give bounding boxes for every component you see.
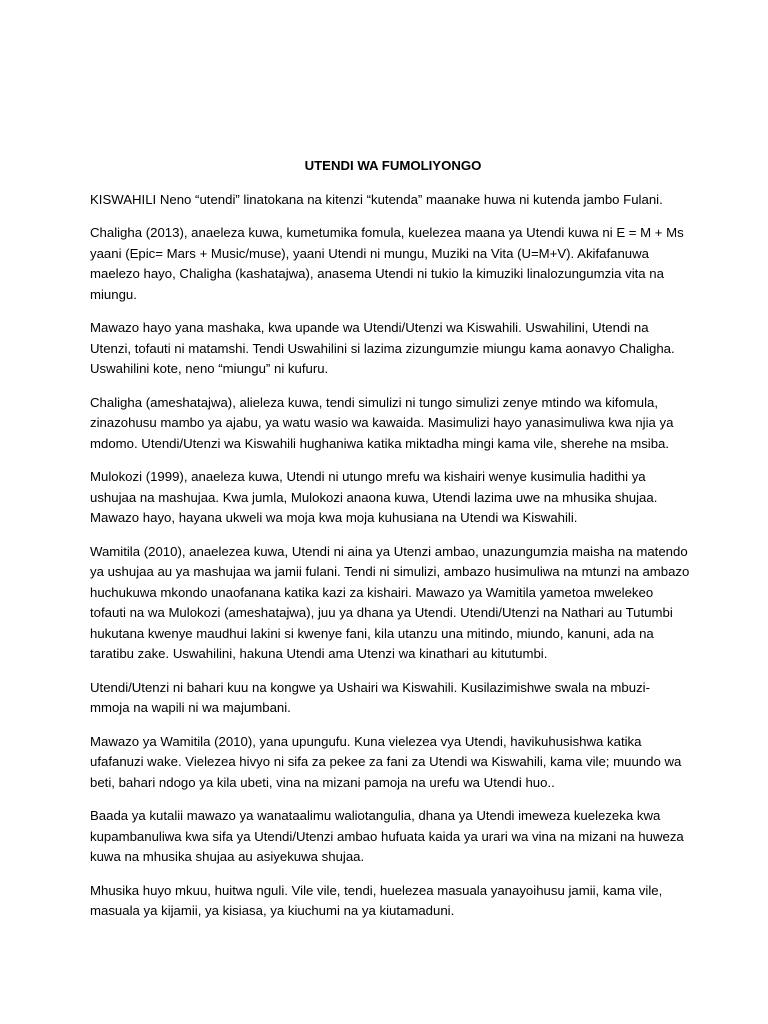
document-title: UTENDI WA FUMOLIYONGO	[304, 158, 482, 173]
paragraph-7: Utendi/Utenzi ni bahari kuu na kongwe ya Ushairi wa Kiswahili. Kusilazimishwe swala na mbuzi- mmoja na wapili ni wa majumbani.	[90, 679, 650, 715]
paragraph-8: Mawazo ya Wamitila (2010), yana upungufu. Kuna vielezea vya Utendi, havikuhusishwa katika ufafanuzi wake. Vielezea hivyo ni sifa za pekee za fani za Utendi wa Kiswahili, kama vile; muundo wa beti, bahari ndogo ya kila ubeti, vina na mizani pamoja na urefu wa Utendi huo..	[90, 733, 682, 790]
paragraph-1: KISWAHILI Neno “utendi” linatokana na kitenzi “kutenda” maanake huwa ni kutenda jambo Fulani.	[90, 191, 663, 207]
paragraph-5: Mulokozi (1999), anaeleza kuwa, Utendi ni utungo mrefu wa kishairi wenye kusimulia hadithi ya ushujaa na mashujaa. Kwa jumla, Mulokozi anaona kuwa, Utendi lazima uwe na mhusika shujaa. Mawazo hayo, hayana ukweli wa moja kwa moja kuhusiana na Utendi wa Kiswahili.	[90, 469, 658, 525]
paragraph-3: Mawazo hayo yana mashaka, kwa upande wa Utendi/Utenzi wa Kiswahili. Uswahilini, Utendi na Utenzi, tofauti ni matamshi. Tendi Uswahilini si lazima zizungumzie miungu kama aonavyo Chaligha. Uswahilini kote, neno “miungu” ni kufuru.	[90, 320, 675, 376]
paragraph-2: Chaligha (2013), anaeleza kuwa, kumetumika fomula, kuelezea maana ya Utendi kuwa ni E = M + Ms yaani (Epic= Mars + Music/muse), yaani Utendi ni mungu, Muziki na Vita (U=M+V). Akifafanuwa maelezo hayo, Chaligha (kashatajwa), anasema Utendi ni tukio la kimuziki linalozungumzia vita na miungu.	[90, 225, 684, 302]
paragraph-9: Baada ya kutalii mawazo ya wanataalimu waliotangulia, dhana ya Utendi imeweza kuelezeka kwa kupambanuliwa kwa sifa ya Utendi/Utenzi ambao hufuata kaida ya urari wa vina na mizani na huweza kuwa na mhusika shujaa au asiyekuwa shujaa.	[90, 808, 684, 864]
document-page	[90, 156, 690, 935]
paragraph-6: Wamitila (2010), anaelezea kuwa, Utendi ni aina ya Utenzi ambao, unazungumzia maisha na matendo ya ushujaa au ya mashujaa wa jamii fulani. Tendi ni simulizi, ambazo husimuliwa na mtunzi na ambazo huchukuwa mkondo unaofanana katika kazi za kishairi. Mawazo ya Wamitila yametoa mwelekeo tofauti na wa Mulokozi (ameshatajwa), juu ya dhana ya Utendi. Utendi/Utenzi na Nathari au Tutumbi hukutana kwenye maudhui lakini si kwenye fani, kila utanzu una mitindo, miundo, kanuni, ada na taratibu zake. Uswahilini, hakuna Utendi ama Utenzi wa kinathari au kitutumbi.	[90, 543, 690, 661]
paragraph-4: Chaligha (ameshatajwa), alieleza kuwa, tendi simulizi ni tungo simulizi zenye mtindo wa kifomula, zinazohusu mambo ya ajabu, ya watu wasio wa kawaida. Masimulizi hayo yanasimuliwa kwa njia ya mdomo. Utendi/Utenzi wa Kiswahili hughaniwa katika miktadha mingi kama vile, sherehe na msiba.	[90, 394, 674, 451]
paragraph-10: Mhusika huyo mkuu, huitwa nguli. Vile vile, tendi, huelezea masuala yanayoihusu jamii, kama vile, masuala ya kijamii, ya kisiasa, ya kiuchumi na ya kiutamaduni.	[90, 882, 663, 918]
